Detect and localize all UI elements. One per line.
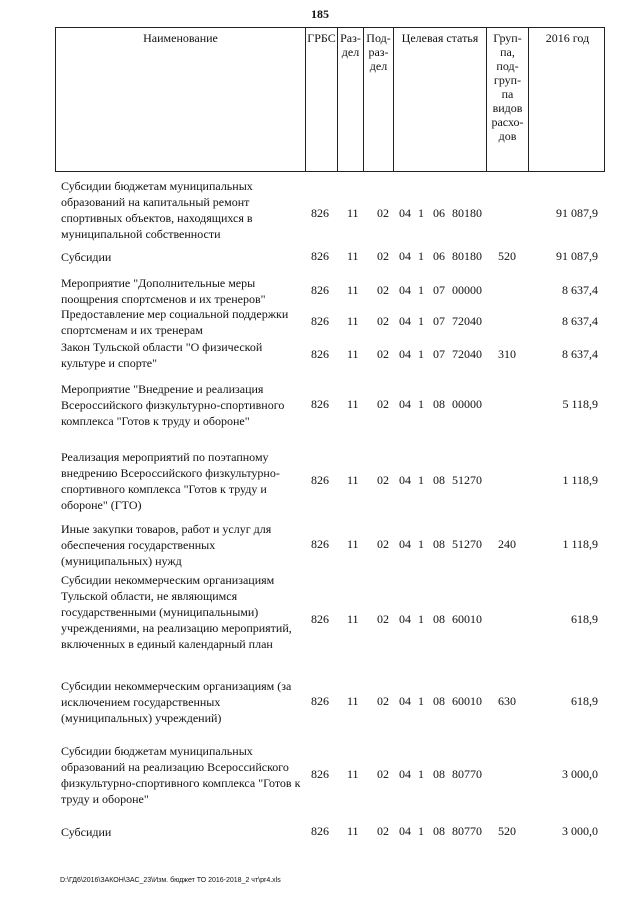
row-ts3: 07 [433, 314, 445, 328]
row-ts1: 04 [399, 397, 411, 411]
row-ts1: 04 [399, 206, 411, 220]
header-podrazdel: Под- раз- дел [364, 28, 394, 171]
header-target-article: Целевая статья [394, 28, 487, 171]
row-ts4: 51270 [452, 537, 482, 551]
row-ts2: 1 [418, 767, 424, 781]
row-razdel: 11 [347, 537, 359, 551]
row-ts3: 06 [433, 206, 445, 220]
row-ts2: 1 [418, 314, 424, 328]
row-ts4: 72040 [452, 314, 482, 328]
row-amount: 1 118,9 [562, 537, 598, 551]
row-ts1: 04 [399, 612, 411, 626]
row-name: Мероприятие "Дополнительные меры поощрения спортсменов и их тренеров" [61, 276, 266, 306]
row-ts2: 1 [418, 283, 424, 297]
row-grbs: 826 [311, 249, 329, 263]
row-name: Иные закупки товаров, работ и услуг для обеспечения государственных (муниципальных) нужд [61, 522, 272, 568]
row-grbs: 826 [311, 824, 329, 838]
row-ts1: 04 [399, 314, 411, 328]
row-amount: 3 000,0 [562, 824, 598, 838]
row-ts4: 60010 [452, 612, 482, 626]
file-path-footer: D:\ГД6\2016\ЗАКОН\ЗАС_23\Изм. бюджет ТО 2016-2018_2 чт\pr4.xls [60, 877, 281, 884]
row-amount: 8 637,4 [562, 347, 598, 361]
row-amount: 618,9 [571, 694, 598, 708]
row-ts1: 04 [399, 694, 411, 708]
row-ts3: 08 [433, 824, 445, 838]
row-podrazdel: 02 [377, 767, 389, 781]
row-ts3: 08 [433, 612, 445, 626]
row-vr: 520 [498, 249, 516, 263]
row-ts3: 08 [433, 767, 445, 781]
row-name: Субсидии некоммерческим организациям (за исключением государственных (муниципальных) учреждений) [61, 679, 292, 725]
header-name: Наименование [56, 28, 306, 171]
row-ts1: 04 [399, 767, 411, 781]
row-ts1: 04 [399, 824, 411, 838]
row-ts4: 00000 [452, 283, 482, 297]
row-razdel: 11 [347, 612, 359, 626]
row-grbs: 826 [311, 283, 329, 297]
row-vr: 520 [498, 824, 516, 838]
row-name: Предоставление мер социальной поддержки спортсменам и их тренерам [61, 307, 289, 337]
row-podrazdel: 02 [377, 537, 389, 551]
header-year-2016: 2016 год [545, 31, 590, 45]
row-ts3: 08 [433, 537, 445, 551]
row-podrazdel: 02 [377, 347, 389, 361]
row-name: Субсидии [61, 250, 112, 264]
row-ts3: 06 [433, 249, 445, 263]
row-ts2: 1 [418, 612, 424, 626]
row-razdel: 11 [347, 347, 359, 361]
row-grbs: 826 [311, 206, 329, 220]
row-amount: 1 118,9 [562, 473, 598, 487]
row-ts2: 1 [418, 206, 424, 220]
row-razdel: 11 [347, 767, 359, 781]
row-podrazdel: 02 [377, 249, 389, 263]
row-grbs: 826 [311, 473, 329, 487]
header-grbs: ГРБС [306, 28, 338, 171]
row-ts3: 08 [433, 694, 445, 708]
row-ts2: 1 [418, 397, 424, 411]
header-razdel: Раз- дел [338, 28, 364, 171]
row-grbs: 826 [311, 314, 329, 328]
row-grbs: 826 [311, 397, 329, 411]
row-podrazdel: 02 [377, 397, 389, 411]
row-podrazdel: 02 [377, 824, 389, 838]
row-grbs: 826 [311, 612, 329, 626]
row-ts1: 04 [399, 283, 411, 297]
row-vr: 240 [498, 537, 516, 551]
row-ts1: 04 [399, 537, 411, 551]
row-podrazdel: 02 [377, 206, 389, 220]
row-name: Субсидии бюджетам муниципальных образований на капитальный ремонт спортивных объектов, находящихся в муниципальной собственности [61, 179, 253, 241]
row-vr: 630 [498, 694, 516, 708]
row-ts4: 80180 [452, 249, 482, 263]
row-ts4: 80770 [452, 767, 482, 781]
row-podrazdel: 02 [377, 612, 389, 626]
row-amount: 8 637,4 [562, 283, 598, 297]
row-ts4: 80180 [452, 206, 482, 220]
row-razdel: 11 [347, 283, 359, 297]
row-ts2: 1 [418, 694, 424, 708]
row-name: Субсидии бюджетам муниципальных образований на реализацию Всероссийского физкультурно-спортивного комплекса "Готов к труду и обороне" [61, 744, 301, 806]
row-ts3: 08 [433, 397, 445, 411]
row-ts4: 80770 [452, 824, 482, 838]
row-ts3: 07 [433, 347, 445, 361]
row-name: Субсидии [61, 825, 112, 839]
table-header [55, 27, 605, 172]
row-ts4: 51270 [452, 473, 482, 487]
row-grbs: 826 [311, 767, 329, 781]
row-amount: 618,9 [571, 612, 598, 626]
row-amount: 91 087,9 [556, 249, 598, 263]
row-grbs: 826 [311, 537, 329, 551]
row-ts1: 04 [399, 249, 411, 263]
row-ts4: 72040 [452, 347, 482, 361]
row-grbs: 826 [311, 347, 329, 361]
row-ts1: 04 [399, 347, 411, 361]
row-razdel: 11 [347, 473, 359, 487]
row-amount: 8 637,4 [562, 314, 598, 328]
row-grbs: 826 [311, 694, 329, 708]
page-number: 185 [311, 7, 329, 21]
row-vr: 310 [498, 347, 516, 361]
row-razdel: 11 [347, 249, 359, 263]
row-razdel: 11 [347, 314, 359, 328]
row-ts3: 07 [433, 283, 445, 297]
row-name: Закон Тульской области "О физической культуре и спорте" [61, 340, 263, 370]
row-name: Мероприятие "Внедрение и реализация Всероссийского физкультурно-спортивного комплекса "Готов к труду и обороне" [61, 382, 285, 428]
row-razdel: 11 [347, 694, 359, 708]
row-razdel: 11 [347, 206, 359, 220]
row-ts2: 1 [418, 473, 424, 487]
row-podrazdel: 02 [377, 694, 389, 708]
row-podrazdel: 02 [377, 314, 389, 328]
row-razdel: 11 [347, 824, 359, 838]
row-name: Реализация мероприятий по поэтапному внедрению Всероссийского физкультурно-спортивного комплекса "Готов к труду и обороне" (ГТО) [61, 450, 280, 512]
row-ts2: 1 [418, 249, 424, 263]
row-amount: 91 087,9 [556, 206, 598, 220]
row-name: Субсидии некоммерческим организациям Тульской области, не являющимся государственными (муниципальными) учреждениями, на реализацию мероприятий, включенных в единый календарный план [61, 573, 292, 651]
row-razdel: 11 [347, 397, 359, 411]
row-ts2: 1 [418, 537, 424, 551]
row-ts4: 60010 [452, 694, 482, 708]
row-podrazdel: 02 [377, 473, 389, 487]
row-amount: 5 118,9 [562, 397, 598, 411]
row-ts4: 00000 [452, 397, 482, 411]
row-amount: 3 000,0 [562, 767, 598, 781]
row-ts2: 1 [418, 347, 424, 361]
row-ts1: 04 [399, 473, 411, 487]
row-podrazdel: 02 [377, 283, 389, 297]
header-expense-type: Груп- па, под- груп- па видов расхо- дов [487, 28, 529, 171]
row-ts2: 1 [418, 824, 424, 838]
row-ts3: 08 [433, 473, 445, 487]
